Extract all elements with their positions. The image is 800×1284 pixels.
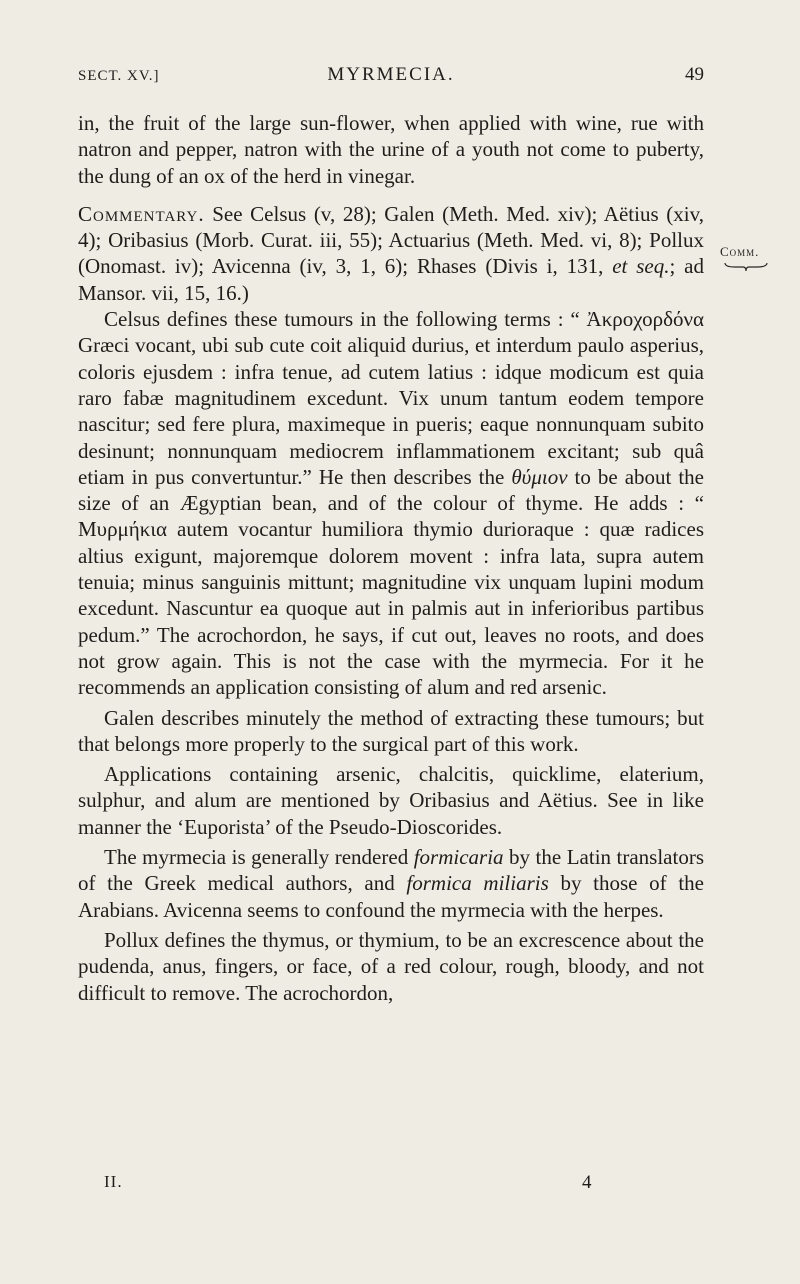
paragraph-myrmecia xyxy=(78,844,704,923)
margin-note-comm: Comm. xyxy=(720,244,760,259)
body-text xyxy=(78,110,704,1006)
myrmecia-text-c: by those of the Arabians. Avicenna seems to confound the myrmecia with the herpes. xyxy=(78,871,704,922)
myrmecia-text-b: by the Latin translators of the Greek medical authors, and xyxy=(78,845,705,896)
section-label: SECT. XV.] xyxy=(78,68,160,84)
commentary-text: See Celsus (v, 28); Galen (Meth. Med. xiv); Aëtius (xiv, 4); Oribasius (Morb. Curat. iii, 55); Actuarius (Meth. Med. vi, 8); Pollux (Onomast. iv); Avicenna (iv, 3, 1, 6); Rhases (Divis i, 131, xyxy=(78,201,704,279)
celsus-greek-italic: θύμιον xyxy=(511,464,568,489)
volume-signature: II. xyxy=(104,1172,123,1191)
commentary-tail: ; ad Mansor. vii, 15, 16.) xyxy=(78,254,705,305)
myrmecia-italic-formicaria: formicaria xyxy=(413,845,504,870)
paragraph-celsus xyxy=(78,306,704,700)
page-footer xyxy=(104,1172,704,1198)
running-header xyxy=(78,62,704,92)
paragraph-remedies: in, the fruit of the large sun-flower, when applied with wine, rue with natron and pepper, natron with the urine of a youth not come to puberty, the dung of an ox of the herd in vinegar. xyxy=(78,111,704,188)
paragraph-pollux: Pollux defines the thymus, or thymium, to be an excrescence about the pudenda, anus, fingers, or face, of a red colour, rough, bloody, and not difficult to remove. The acrochordon, xyxy=(78,927,704,1005)
commentary-label: Commentary. xyxy=(78,201,205,226)
paragraph-commentary xyxy=(78,201,704,306)
page-number: 49 xyxy=(685,64,704,85)
paragraph-galen: Galen describes minutely the method of extracting these tumours; but that belongs more properly to the surgical part of this work. xyxy=(78,705,704,756)
myrmecia-italic-miliaris: formica miliaris xyxy=(406,871,549,896)
myrmecia-text-a: The myrmecia is generally rendered xyxy=(104,845,414,870)
celsus-text-a: Celsus defines these tumours in the following terms : “ Ἀκροχορδόνα Græci vocant, ubi sub cute coit aliquid durius, et interdum paulo asperius, coloris ejusdem : infra tenue, ad cutem latius : idque modicum est quia raro fabæ magnitudinem excedunt. Vix unum tantum eodem tempore nascitur; sed fere plura, maximeque in pueris; eaque nonnunquam subito desinunt; nonnunquam mediocrem inflammationem excitant; sub quâ etiam in pus convertuntur.” He then describes the xyxy=(78,307,704,489)
gathering-signature: 4 xyxy=(582,1172,592,1193)
page-title: MYRMECIA. xyxy=(327,64,455,85)
margin-brace-icon xyxy=(724,262,768,272)
commentary-italic: et seq. xyxy=(612,254,670,279)
celsus-text-b: to be about the size of an Ægyptian bean, and of the colour of thyme. He adds : “ Μυρμήκια autem vocantur humiliora thymio durioraque : quæ radices altius exigunt, majoremque dolorem movent : infra lata, supra autem tenuia; minus sanguinis mittunt; magnitudine vix unquam lupini modum excedunt. Nascuntur ea quoque aut in palmis aut in inferioribus partibus pedum.” The acrochordon, he says, if cut out, leaves no roots, and does not grow again. This is not the case with the myrmecia. For it he recommends an application consisting of alum and red arsenic. xyxy=(78,464,705,700)
paragraph-applications: Applications containing arsenic, chalcitis, quicklime, elaterium, sulphur, and alum are mentioned by Oribasius and Aëtius. See in like manner the ‘Euporista’ of the Pseudo-Dioscorides. xyxy=(78,762,704,839)
